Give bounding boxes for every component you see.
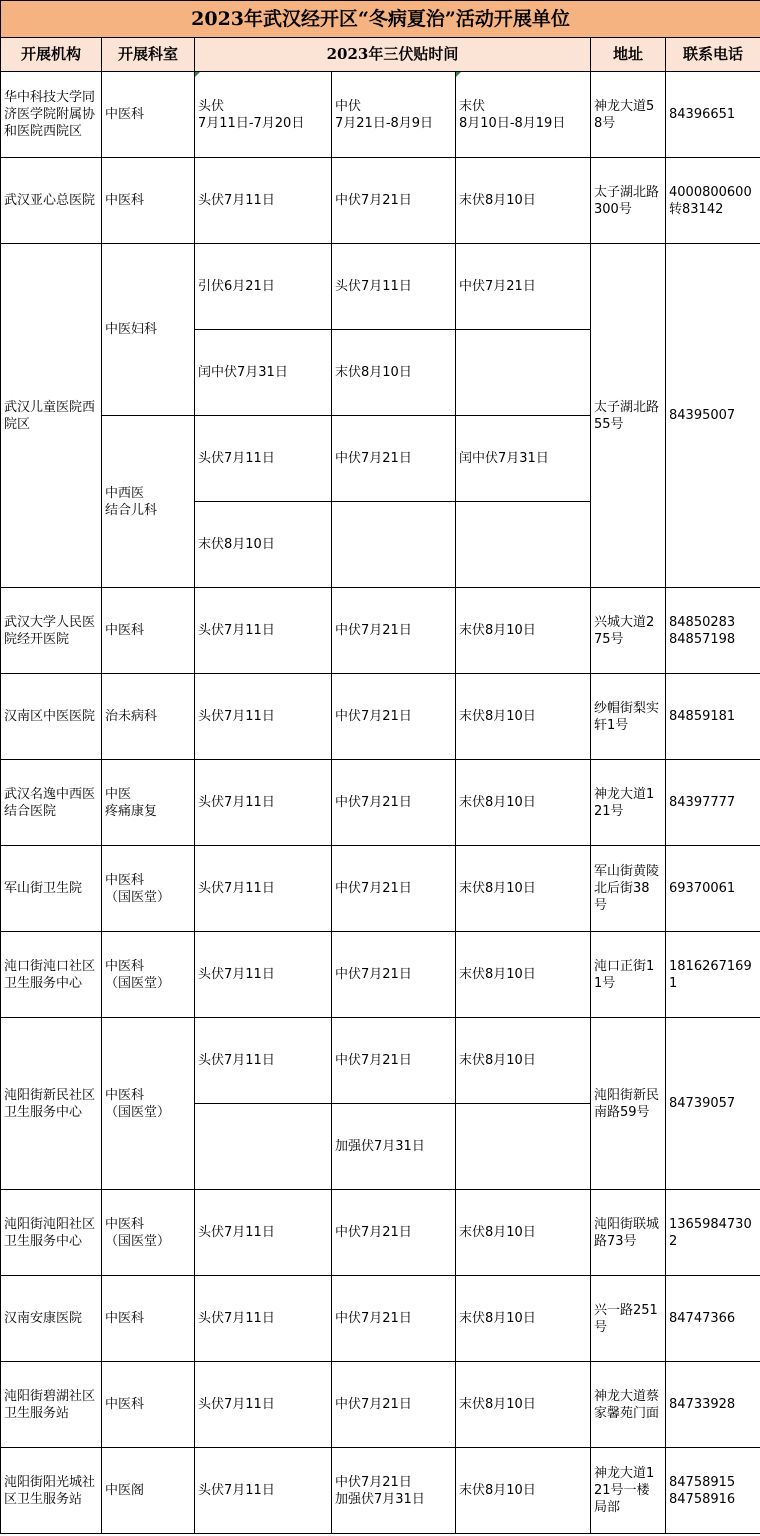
- table-row: [1, 932, 760, 1018]
- institution-cell: 华中科技大学同济医学院附属协和医院西院区: [1, 72, 102, 158]
- phone-cell: 84397777: [666, 760, 760, 846]
- phone-cell: 84859181: [666, 674, 760, 760]
- table-row: [1, 244, 760, 330]
- department-cell: 中医科: [102, 588, 195, 674]
- table-row: [1, 1276, 760, 1362]
- time-cell: [332, 502, 456, 588]
- address-cell: 兴一路251号: [591, 1276, 666, 1362]
- time-cell: 头伏7月11日: [195, 674, 332, 760]
- table-row: [1, 760, 760, 846]
- address-cell: 兴城大道275号: [591, 588, 666, 674]
- phone-cell: 18162671691: [666, 932, 760, 1018]
- time-cell: 加强伏7月31日: [332, 1104, 456, 1190]
- phone-cell: 84747366: [666, 1276, 760, 1362]
- address-cell: 沌阳街新民南路59号: [591, 1018, 666, 1190]
- institution-cell: 武汉名逸中西医结合医院: [1, 760, 102, 846]
- institution-cell: 汉南区中医医院: [1, 674, 102, 760]
- time-cell: 末伏8月10日: [456, 1448, 591, 1534]
- address-cell: 纱帽街梨实轩1号: [591, 674, 666, 760]
- time-cell: 头伏7月11日: [332, 244, 456, 330]
- institution-cell: 沌口街沌口社区卫生服务中心: [1, 932, 102, 1018]
- department-cell: 中医科 （国医堂）: [102, 932, 195, 1018]
- time-cell: 头伏7月11日: [195, 1362, 332, 1448]
- department-cell: 中西医 结合儿科: [102, 416, 195, 588]
- time-cell: 末伏8月10日: [456, 932, 591, 1018]
- time-cell: [195, 1104, 332, 1190]
- institution-cell: 武汉儿童医院西院区: [1, 244, 102, 588]
- phone-cell: 4000800600 转83142: [666, 158, 760, 244]
- table-row: [1, 588, 760, 674]
- phone-cell: 84395007: [666, 244, 760, 588]
- time-cell: [456, 1104, 591, 1190]
- table-row: [1, 846, 760, 932]
- address-cell: 神龙大道58号: [591, 72, 666, 158]
- header-department: 开展科室: [102, 38, 195, 72]
- time-cell: 末伏8月10日: [456, 588, 591, 674]
- time-cell: 末伏8月10日: [456, 1276, 591, 1362]
- header-phone: 联系电话: [666, 38, 760, 72]
- phone-cell: 84850283 84857198: [666, 588, 760, 674]
- time-cell: 头伏7月11日: [195, 1448, 332, 1534]
- table-row: [1, 674, 760, 760]
- address-cell: 军山街黄陵北后街38号: [591, 846, 666, 932]
- address-cell: 沌口正街11号: [591, 932, 666, 1018]
- time-cell: 中伏 7月21日-8月9日: [332, 72, 456, 158]
- table-row: [1, 1018, 760, 1104]
- time-cell: 头伏7月11日: [195, 1018, 332, 1104]
- department-cell: 中医科 （国医堂）: [102, 1018, 195, 1190]
- phone-cell: 84733928: [666, 1362, 760, 1448]
- phone-cell: 84758915 84758916: [666, 1448, 760, 1534]
- time-cell: 中伏7月21日: [332, 588, 456, 674]
- department-cell: 治未病科: [102, 674, 195, 760]
- header-institution: 开展机构: [1, 38, 102, 72]
- address-cell: 神龙大道121号一楼局部: [591, 1448, 666, 1534]
- time-cell: 头伏7月11日: [195, 588, 332, 674]
- time-cell: 末伏8月10日: [456, 760, 591, 846]
- time-cell: 引伏6月21日: [195, 244, 332, 330]
- time-cell: 头伏7月11日: [195, 158, 332, 244]
- department-cell: 中医妇科: [102, 244, 195, 416]
- time-cell: 末伏8月10日: [456, 1018, 591, 1104]
- time-cell: 末伏8月10日: [456, 846, 591, 932]
- header-time: 2023年三伏贴时间: [195, 38, 591, 72]
- institution-cell: 武汉大学人民医院经开医院: [1, 588, 102, 674]
- time-cell: 中伏7月21日: [332, 1018, 456, 1104]
- department-cell: 中医 疼痛康复: [102, 760, 195, 846]
- institution-cell: 汉南安康医院: [1, 1276, 102, 1362]
- address-cell: 太子湖北路300号: [591, 158, 666, 244]
- table-row: [1, 1362, 760, 1448]
- time-cell: 中伏7月21日: [456, 244, 591, 330]
- time-cell: 闰中伏7月31日: [195, 330, 332, 416]
- time-cell: 中伏7月21日: [332, 1276, 456, 1362]
- address-cell: 神龙大道121号: [591, 760, 666, 846]
- address-cell: 太子湖北路55号: [591, 244, 666, 588]
- time-cell: 头伏7月11日: [195, 932, 332, 1018]
- time-cell: 头伏 7月11日-7月20日: [195, 72, 332, 158]
- phone-cell: 13659847302: [666, 1190, 760, 1276]
- time-cell: 中伏7月21日: [332, 158, 456, 244]
- table-row: [1, 1448, 760, 1534]
- time-cell: 中伏7月21日: [332, 674, 456, 760]
- department-cell: 中医科: [102, 72, 195, 158]
- time-cell: 中伏7月21日: [332, 846, 456, 932]
- department-cell: 中医科 （国医堂）: [102, 846, 195, 932]
- time-cell: 中伏7月21日: [332, 932, 456, 1018]
- table-row: [1, 1190, 760, 1276]
- department-cell: 中医科: [102, 1362, 195, 1448]
- institution-cell: 沌阳街新民社区卫生服务中心: [1, 1018, 102, 1190]
- time-cell: 中伏7月21日: [332, 760, 456, 846]
- table-title: 2023年武汉经开区“冬病夏治”活动开展单位: [1, 1, 760, 38]
- time-cell: 末伏8月10日: [332, 330, 456, 416]
- phone-cell: 69370061: [666, 846, 760, 932]
- table-row: [1, 72, 760, 158]
- time-cell: [456, 330, 591, 416]
- time-cell: 中伏7月21日: [332, 416, 456, 502]
- institution-cell: 军山街卫生院: [1, 846, 102, 932]
- time-cell: [456, 502, 591, 588]
- time-cell: 闰中伏7月31日: [456, 416, 591, 502]
- time-cell: 头伏7月11日: [195, 846, 332, 932]
- time-cell: 中伏7月21日: [332, 1190, 456, 1276]
- time-cell: 末伏8月10日: [456, 1190, 591, 1276]
- time-cell: 末伏8月10日: [456, 158, 591, 244]
- time-cell: 头伏7月11日: [195, 760, 332, 846]
- phone-cell: 84396651: [666, 72, 760, 158]
- time-cell: 末伏 8月10日-8月19日: [456, 72, 591, 158]
- header-address: 地址: [591, 38, 666, 72]
- table-row: [1, 158, 760, 244]
- address-cell: 神龙大道蔡家馨苑门面: [591, 1362, 666, 1448]
- institution-cell: 沌阳街沌阳社区卫生服务中心: [1, 1190, 102, 1276]
- time-cell: 头伏7月11日: [195, 1276, 332, 1362]
- time-cell: 中伏7月21日: [332, 1362, 456, 1448]
- institution-cell: 武汉亚心总医院: [1, 158, 102, 244]
- time-cell: 末伏8月10日: [195, 502, 332, 588]
- department-cell: 中医科: [102, 158, 195, 244]
- institution-cell: 沌阳街碧湖社区卫生服务站: [1, 1362, 102, 1448]
- department-cell: 中医科 （国医堂）: [102, 1190, 195, 1276]
- header-row: [1, 38, 760, 72]
- address-cell: 沌阳街联城路73号: [591, 1190, 666, 1276]
- time-cell: 头伏7月11日: [195, 416, 332, 502]
- phone-cell: 84739057: [666, 1018, 760, 1190]
- time-cell: 头伏7月11日: [195, 1190, 332, 1276]
- department-cell: 中医阁: [102, 1448, 195, 1534]
- institution-cell: 沌阳街阳光城社区卫生服务站: [1, 1448, 102, 1534]
- time-cell: 末伏8月10日: [456, 1362, 591, 1448]
- department-cell: 中医科: [102, 1276, 195, 1362]
- time-cell: 中伏7月21日 加强伏7月31日: [332, 1448, 456, 1534]
- time-cell: 末伏8月10日: [456, 674, 591, 760]
- title-row: [1, 1, 760, 38]
